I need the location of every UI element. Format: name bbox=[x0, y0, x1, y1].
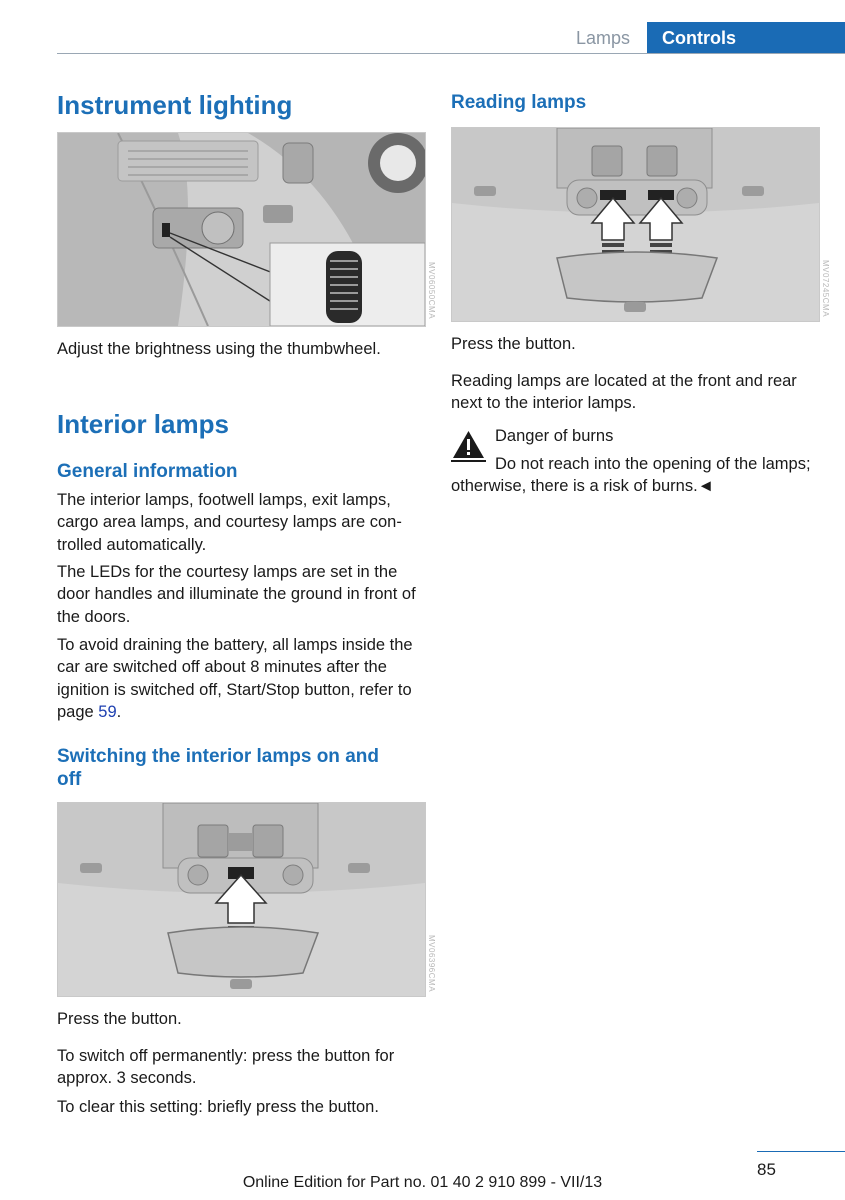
warning-title: Danger of burns bbox=[495, 427, 614, 445]
footer-edition: Online Edition for Part no. 01 40 2 910 899 - VII/13 bbox=[242, 1174, 603, 1191]
reading-lamps-title: Reading lamps bbox=[451, 92, 587, 113]
reading-lamps-figure bbox=[451, 127, 820, 322]
page-number: 85 bbox=[757, 1160, 776, 1179]
general-information-heading: General information bbox=[57, 461, 238, 482]
instrument-lighting-caption: Adjust the brightness using the thumbwheel. bbox=[57, 340, 381, 358]
general-paragraph-3 bbox=[57, 634, 423, 723]
reading-paragraph-2: Reading lamps are located at the front and rear next to the interior lamps. bbox=[451, 372, 797, 413]
page-59-link[interactable]: 59 bbox=[98, 702, 117, 721]
interior-lamps-figure bbox=[57, 802, 426, 997]
switching-heading: Switching the interior lamps on and off bbox=[57, 746, 379, 790]
instrument-lighting-title: Instrument lighting bbox=[57, 90, 293, 120]
page-number-rule bbox=[757, 1151, 845, 1152]
general-paragraph-3-text: To avoid draining the battery, all lamps inside the car are switched off about 8 minutes after the ignition is switched off, Start/Stop button, refer to page bbox=[57, 636, 413, 721]
reading-figure-code: MV07245CMA bbox=[821, 260, 830, 318]
header-chapter-tab: Controls bbox=[647, 22, 845, 54]
switching-paragraph-2: To switch off permanently: press the button for approx. 3 seconds. bbox=[57, 1047, 395, 1088]
reading-paragraph-1: Press the button. bbox=[451, 335, 576, 353]
header-rule bbox=[57, 53, 845, 54]
general-paragraph-2: The LEDs for the courtesy lamps are set in the door handles and illuminate the ground in front of the doors. bbox=[57, 563, 416, 626]
switching-paragraph-3: To clear this setting: briefly press the button. bbox=[57, 1098, 379, 1116]
header-section-tab: Lamps bbox=[575, 28, 631, 48]
interior-figure-code: MV06396CMA bbox=[427, 935, 436, 993]
interior-lamps-title: Interior lamps bbox=[57, 409, 229, 439]
general-paragraph-3-end: . bbox=[116, 702, 122, 721]
instrument-lighting-figure bbox=[57, 132, 426, 327]
instrument-figure-code: MV06050CMA bbox=[427, 262, 436, 320]
switching-paragraph-1: Press the button. bbox=[57, 1010, 182, 1028]
warning-text: Do not reach into the opening of the lamps; otherwise, there is a risk of burns.◄ bbox=[451, 455, 811, 496]
general-paragraph-1: The interior lamps, footwell lamps, exit lamps, cargo area lamps, and courtesy lamps are con-trolled automatically. bbox=[57, 491, 402, 554]
